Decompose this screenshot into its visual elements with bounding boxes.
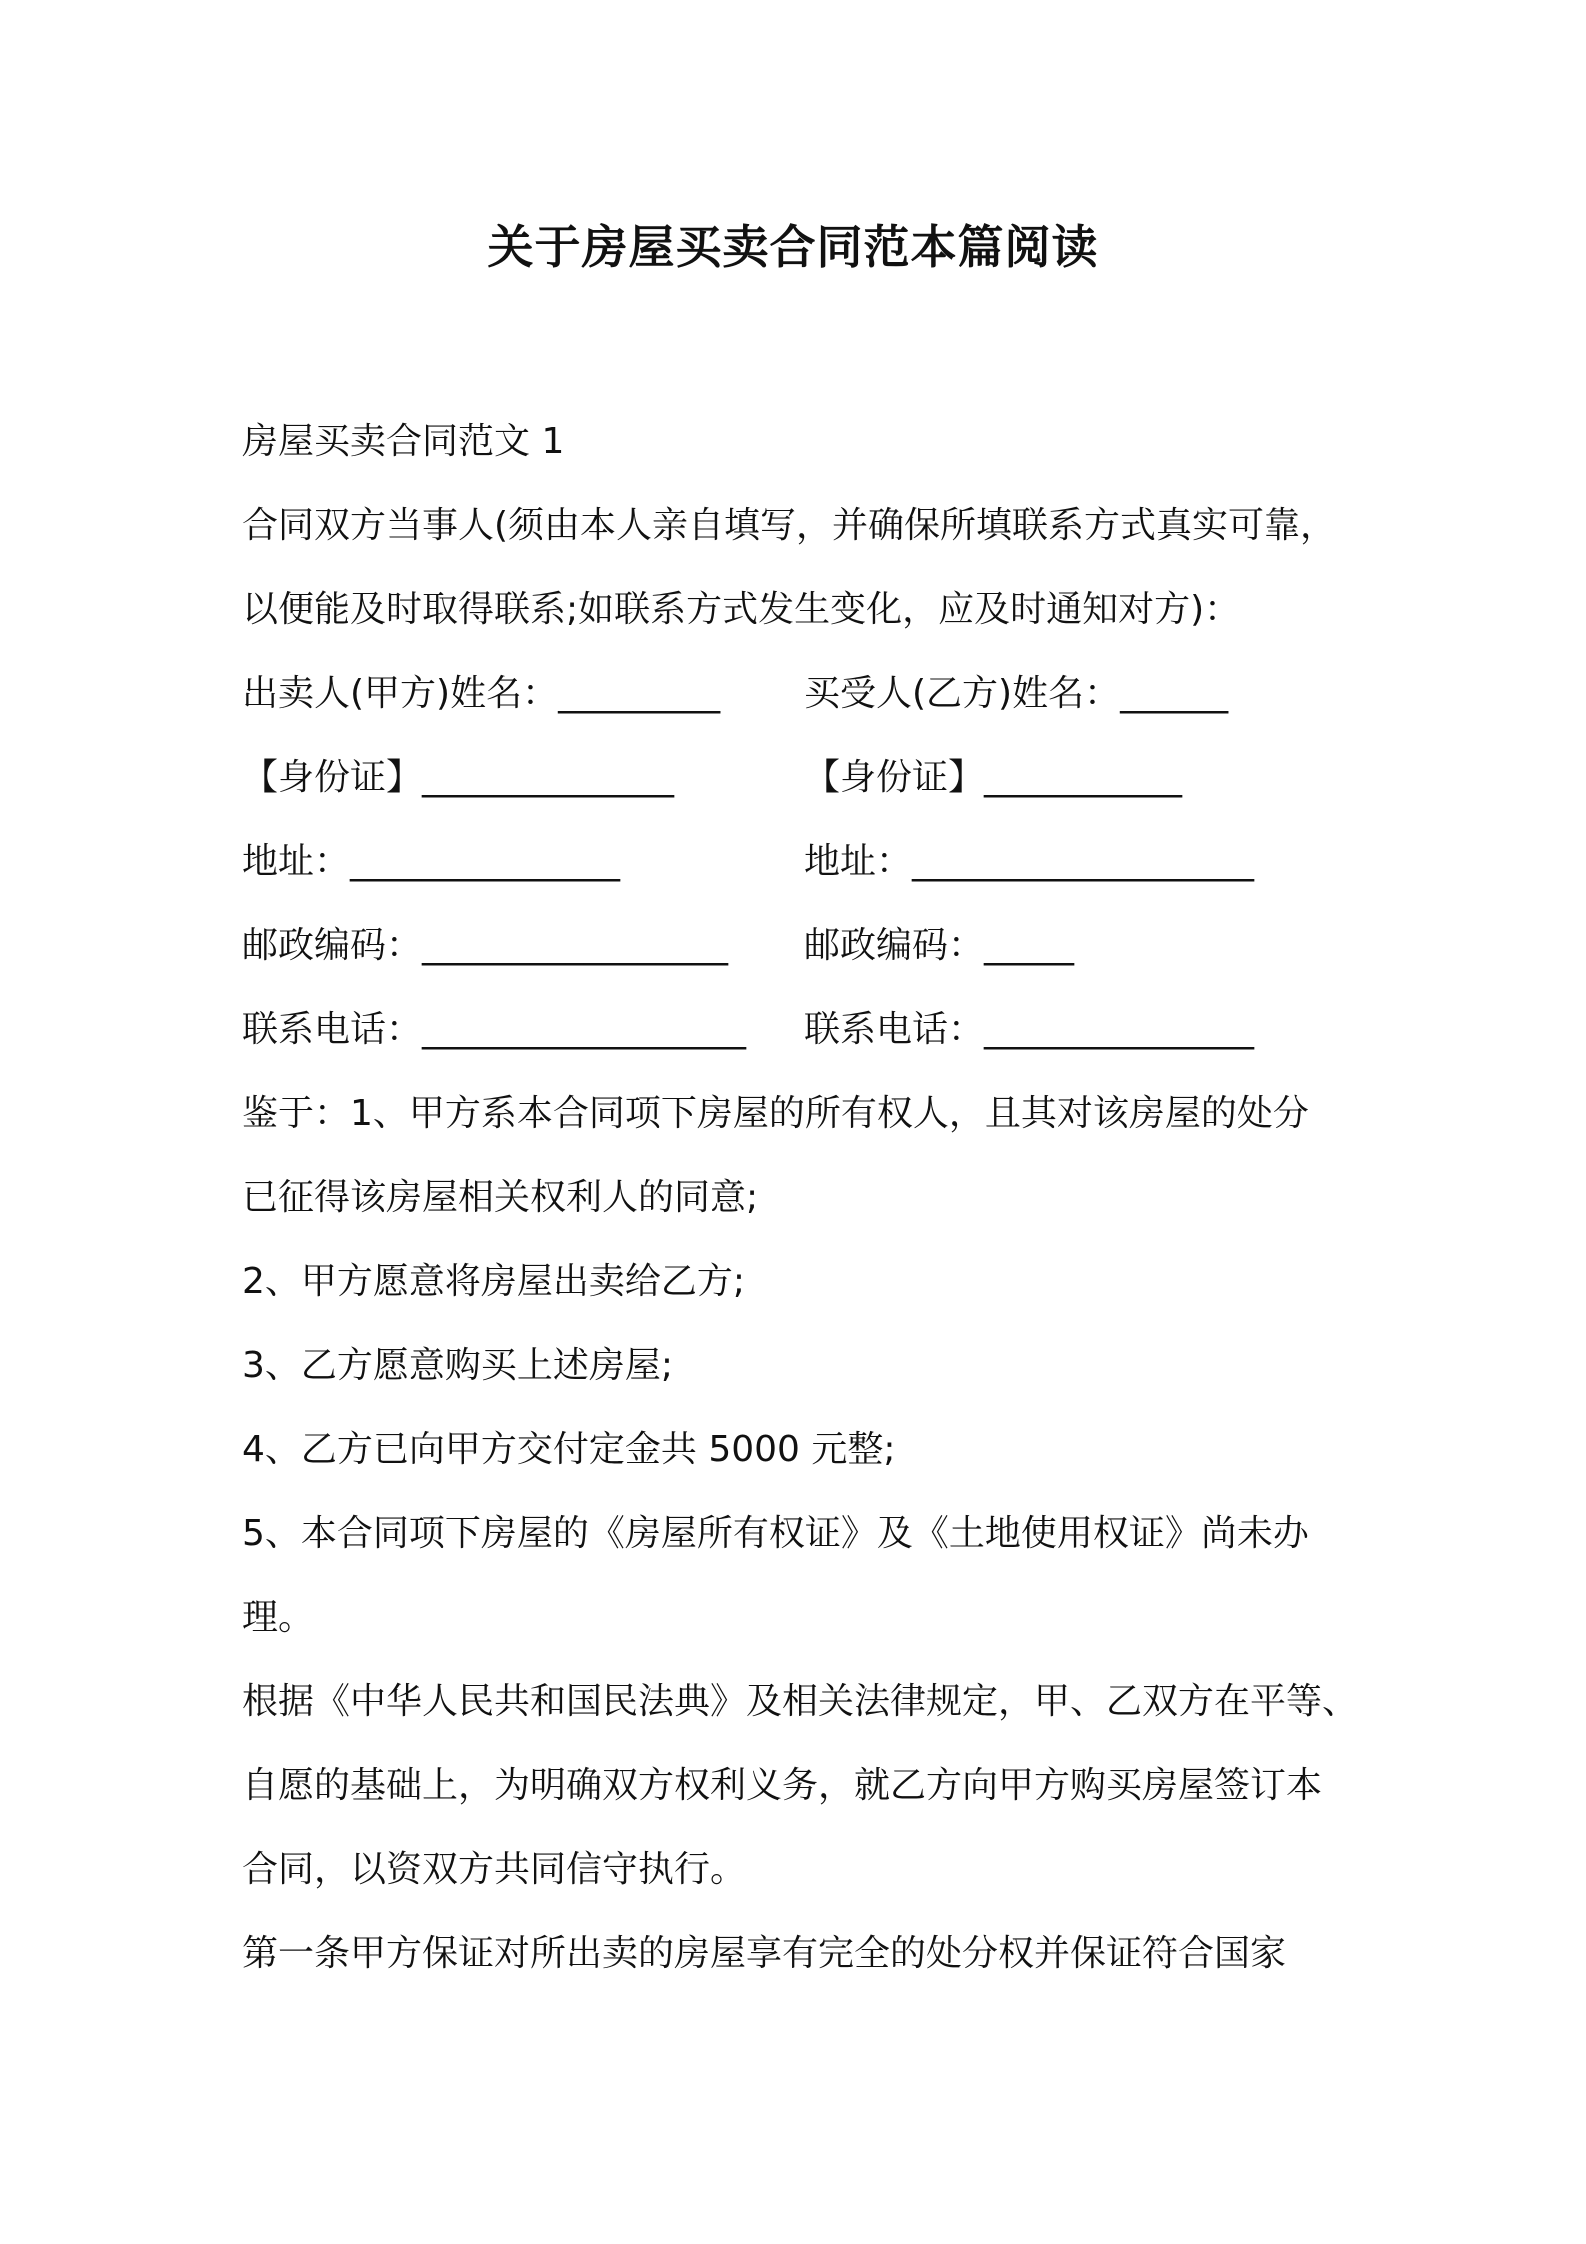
seller-phone-field: 联系电话：__________________ <box>242 1009 747 1050</box>
intro-line-1: 合同双方当事人(须由本人亲自填写，并确保所填联系方式真实可靠， <box>242 505 1337 546</box>
whereas-line-1: 鉴于：1、甲方系本合同项下房屋的所有权人，且其对该房屋的处分 <box>242 1093 1309 1134</box>
whereas-line-5: 4、乙方已向甲方交付定金共 5000 元整; <box>242 1429 896 1470</box>
seller-id-field: 【身份证】______________ <box>242 757 675 798</box>
document-body <box>242 400 1362 1996</box>
buyer-postcode-field: 邮政编码：_____ <box>804 925 1075 966</box>
phone-row <box>242 988 1362 1072</box>
basis-line-3: 合同，以资双方共同信守执行。 <box>242 1849 747 1890</box>
section-heading: 房屋买卖合同范文 1 <box>242 421 565 462</box>
buyer-name-field: 买受人(乙方)姓名：______ <box>804 673 1229 714</box>
seller-address-field: 地址：_______________ <box>242 841 621 882</box>
buyer-phone-field: 联系电话：_______________ <box>804 1009 1255 1050</box>
address-row <box>242 820 1362 904</box>
buyer-address-field: 地址：___________________ <box>804 841 1255 882</box>
whereas-line-7: 理。 <box>242 1597 315 1638</box>
article-1: 第一条甲方保证对所出卖的房屋享有完全的处分权并保证符合国家 <box>242 1933 1287 1974</box>
whereas-line-2: 已征得该房屋相关权利人的同意; <box>242 1177 759 1218</box>
name-row <box>242 652 1362 736</box>
postcode-row <box>242 904 1362 988</box>
basis-line-2: 自愿的基础上，为明确双方权利义务，就乙方向甲方购买房屋签订本 <box>242 1765 1323 1806</box>
basis-line-1: 根据《中华人民共和国民法典》及相关法律规定，甲、乙双方在平等、 <box>242 1681 1359 1722</box>
whereas-line-6: 5、本合同项下房屋的《房屋所有权证》及《土地使用权证》尚未办 <box>242 1513 1309 1554</box>
buyer-id-field: 【身份证】___________ <box>804 757 1183 798</box>
seller-name-field: 出卖人(甲方)姓名：_________ <box>242 673 721 714</box>
document-title: 关于房屋买卖合同范本篇阅读 <box>487 220 1099 274</box>
intro-line-2: 以便能及时取得联系;如联系方式发生变化，应及时通知对方)： <box>242 589 1241 630</box>
whereas-line-4: 3、乙方愿意购买上述房屋; <box>242 1345 674 1386</box>
id-row <box>242 736 1362 820</box>
whereas-line-3: 2、甲方愿意将房屋出卖给乙方; <box>242 1261 746 1302</box>
seller-postcode-field: 邮政编码：_________________ <box>242 925 729 966</box>
